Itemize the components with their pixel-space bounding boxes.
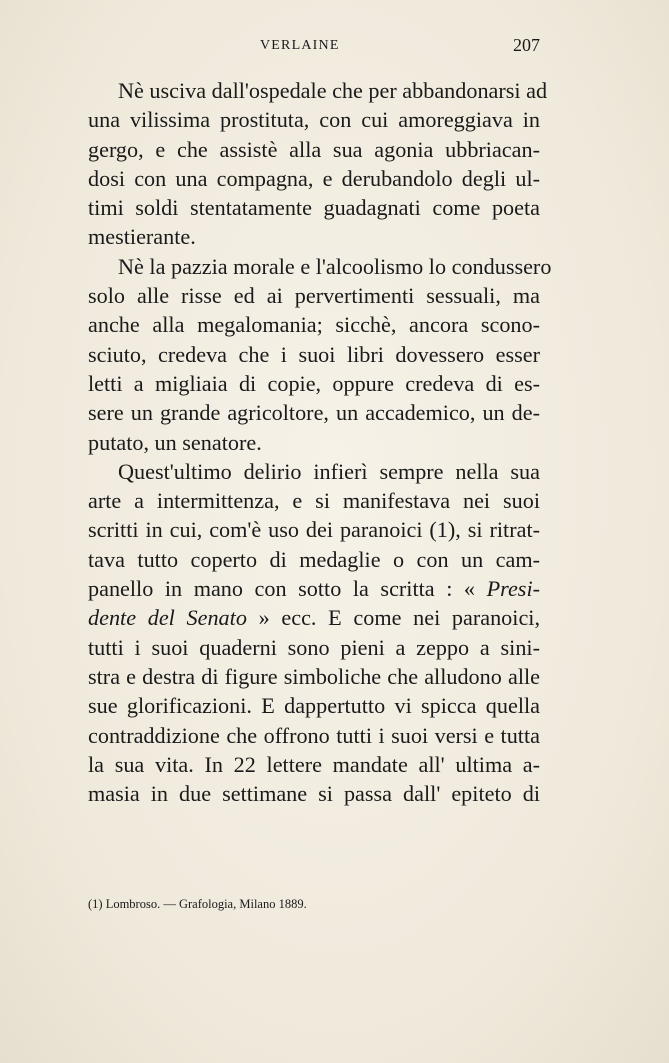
- text-line: Quest'ultimo delirio infierì sempre nella sua: [118, 458, 540, 484]
- text-line: masia in due settimane si passa dall' epiteto di: [88, 781, 540, 807]
- text-line: sue glorificazioni. E dappertutto vi spicca quella: [88, 693, 540, 719]
- body-text: [58, 76, 552, 808]
- text-line: Nè la pazzia morale e l'alcoolismo lo condussero: [118, 253, 552, 279]
- text-line: la sua vita. In 22 lettere mandate all' ultima a-: [88, 751, 540, 777]
- text-segment: panello in mano con sotto la scritta : «: [88, 576, 487, 602]
- text-line: gergo, e che assistè alla sua agonia ubbriacan-: [88, 136, 540, 162]
- text-line: putato, un senatore.: [88, 429, 262, 455]
- paragraph-2: [58, 252, 552, 457]
- text-line: anche alla megalomania; sicchè, ancora scono-: [88, 312, 540, 338]
- text-line: sere un grande agricoltore, un accademico, un de-: [88, 400, 540, 426]
- paragraph-1: [58, 76, 548, 252]
- text-line: solo alle risse ed ai pervertimenti sessuali, ma: [88, 283, 540, 309]
- text-line: Nè usciva dall'ospedale che per abbandonarsi ad: [118, 78, 548, 103]
- text-line-mixed: [58, 603, 540, 632]
- text-line: timi soldi stentatamente guadagnati come poeta: [88, 195, 540, 221]
- page-header: [60, 35, 540, 60]
- text-line: tava tutto coperto di medaglie o con un cam-: [88, 546, 540, 572]
- text-line: dosi con una compagna, e derubandolo degli ul-: [88, 165, 540, 191]
- page-number: 207: [513, 35, 540, 55]
- italic-segment: dente del Senato: [88, 605, 247, 631]
- text-line: arte a intermittenza, e si manifestava nei suoi: [88, 488, 540, 514]
- running-head: VERLAINE: [260, 38, 340, 53]
- text-line: sciuto, credeva che i suoi libri dovessero esser: [88, 341, 540, 367]
- text-line: letti a migliaia di copie, oppure credeva di es-: [88, 370, 540, 396]
- text-line-mixed: [58, 574, 540, 603]
- text-line: contraddizione che offrono tutti i suoi versi e tutta: [88, 722, 540, 748]
- text-line: scritti in cui, com'è uso dei paranoici (1), si ritrat-: [88, 517, 540, 543]
- italic-segment: Presi-: [486, 576, 540, 602]
- text-line: tutti i suoi quaderni sono pieni a zeppo a sini-: [88, 634, 540, 660]
- text-line: una vilissima prostituta, con cui amoreggiava in: [88, 107, 540, 133]
- text-line: mestierante.: [88, 224, 196, 250]
- text-segment: » ecc. E come nei paranoici,: [246, 605, 541, 631]
- paragraph-3: [58, 457, 540, 809]
- text-line: stra e destra di figure simboliche che alludono alle: [88, 663, 540, 689]
- footnote: (1) Lombroso. — Grafologia, Milano 1889.: [88, 897, 307, 911]
